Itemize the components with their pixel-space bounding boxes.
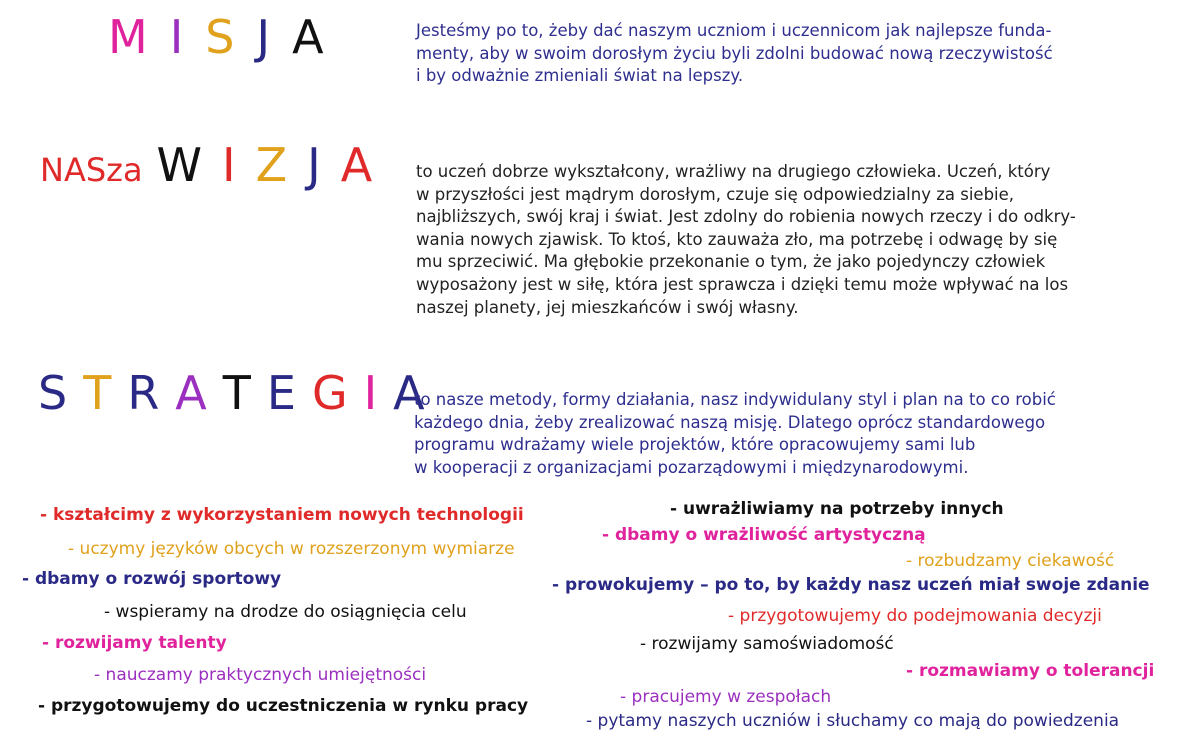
wizja-heading (40, 138, 372, 192)
strategia-line: w kooperacji z organizacjami pozarządowymi i międzynarodowymi. (414, 457, 969, 477)
wizja-letter: A (340, 138, 373, 192)
misja-letter: S (205, 10, 235, 64)
bullet-item: - dbamy o rozwój sportowy (22, 569, 282, 589)
wizja-letter: I (222, 138, 236, 192)
bullet-item: - rozwijamy samoświadomość (640, 634, 894, 654)
wizja-prefix: NASza (40, 151, 143, 189)
bullet-item: - nauczamy praktycznych umiejętności (94, 665, 427, 685)
bullet-item: - pracujemy w zespołach (620, 687, 832, 707)
strategia-line: programu wdrażamy wiele projektów, które opracowujemy sami lub (414, 435, 976, 455)
wizja-letter: W (156, 138, 203, 192)
strategia-letter: A (175, 366, 207, 420)
bullet-item: - przygotowujemy do podejmowania decyzji (728, 606, 1102, 626)
misja-letter: M (108, 10, 148, 64)
strategia-letter: T (83, 366, 112, 420)
bullet-item: - dbamy o wrażliwość artystyczną (602, 525, 926, 545)
bullet-item: - rozwijamy talenty (42, 633, 227, 653)
strategia-letter: S (38, 366, 68, 420)
wizja-line: to uczeń dobrze wykształcony, wrażliwy na drugiego człowieka. Uczeń, który (416, 162, 1051, 181)
misja-line: i by odważnie zmieniali świat na lepszy. (416, 66, 744, 86)
wizja-paragraph (416, 161, 1076, 319)
misja-paragraph (416, 20, 1053, 88)
misja-line: Jesteśmy po to, żeby dać naszym uczniom i uczennicom jak najlepsze funda- (416, 21, 1052, 40)
wizja-letter: J (307, 138, 321, 192)
wizja-letter: Z (255, 138, 288, 192)
strategia-letter: R (127, 366, 160, 420)
strategia-line: to nasze metody, formy działania, nasz indywidulany styl i plan na to co robić (414, 390, 1056, 409)
bullet-item: - rozmawiamy o tolerancji (906, 661, 1155, 681)
strategia-heading (38, 366, 425, 420)
wizja-line: mu sprzeciwić. Ma głębokie przekonanie o tym, że jako pojedynczy człowiek (416, 252, 1046, 272)
misja-line: menty, aby w swoim dorosłym życiu byli zdolni budować nową rzeczywistość (416, 43, 1053, 63)
wizja-line: najbliższych, swój kraj i świat. Jest zdolny do robienia nowych rzeczy i do odkry- (416, 207, 1076, 227)
bullet-item: - pytamy naszych uczniów i słuchamy co mają do powiedzenia (586, 711, 1120, 731)
misja-letter: I (169, 10, 184, 64)
misja-heading (108, 10, 324, 64)
strategia-letter: A (393, 366, 425, 420)
misja-letter: J (256, 10, 271, 64)
strategia-letter: E (266, 366, 296, 420)
bullet-item: - kształcimy z wykorzystaniem nowych technologii (40, 505, 524, 525)
misja-letter: A (292, 10, 324, 64)
bullet-item: - wspieramy na drodze do osiągnięcia celu (104, 602, 467, 622)
strategia-letter: I (363, 366, 378, 420)
strategia-paragraph (414, 389, 1056, 479)
bullet-item: - prowokujemy – po to, by każdy nasz uczeń miał swoje zdanie (552, 575, 1150, 595)
strategia-line: każdego dnia, żeby zrealizować naszą misję. Dlatego oprócz standardowego (414, 412, 1046, 432)
strategia-letter: G (311, 366, 348, 420)
wizja-line: naszej planety, jej mieszkańców i swój własny. (416, 297, 799, 317)
strategia-letter: T (222, 366, 251, 420)
bullet-item: - przygotowujemy do uczestniczenia w rynku pracy (38, 696, 529, 716)
wizja-line: w przyszłości jest mądrym dorosłym, czuje się odpowiedzialny za siebie, (416, 184, 1015, 204)
bullet-item: - uwrażliwiamy na potrzeby innych (670, 499, 1004, 519)
bullet-item: - rozbudzamy ciekawość (906, 551, 1115, 571)
wizja-line: wania nowych zjawisk. To ktoś, kto zauważa zło, ma potrzebę i odwagę by się (416, 229, 1058, 249)
bullet-item: - uczymy języków obcych w rozszerzonym wymiarze (68, 539, 515, 559)
wizja-line: wyposażony jest w siłę, która jest sprawcza i dzięki temu może wpływać na los (416, 274, 1069, 294)
